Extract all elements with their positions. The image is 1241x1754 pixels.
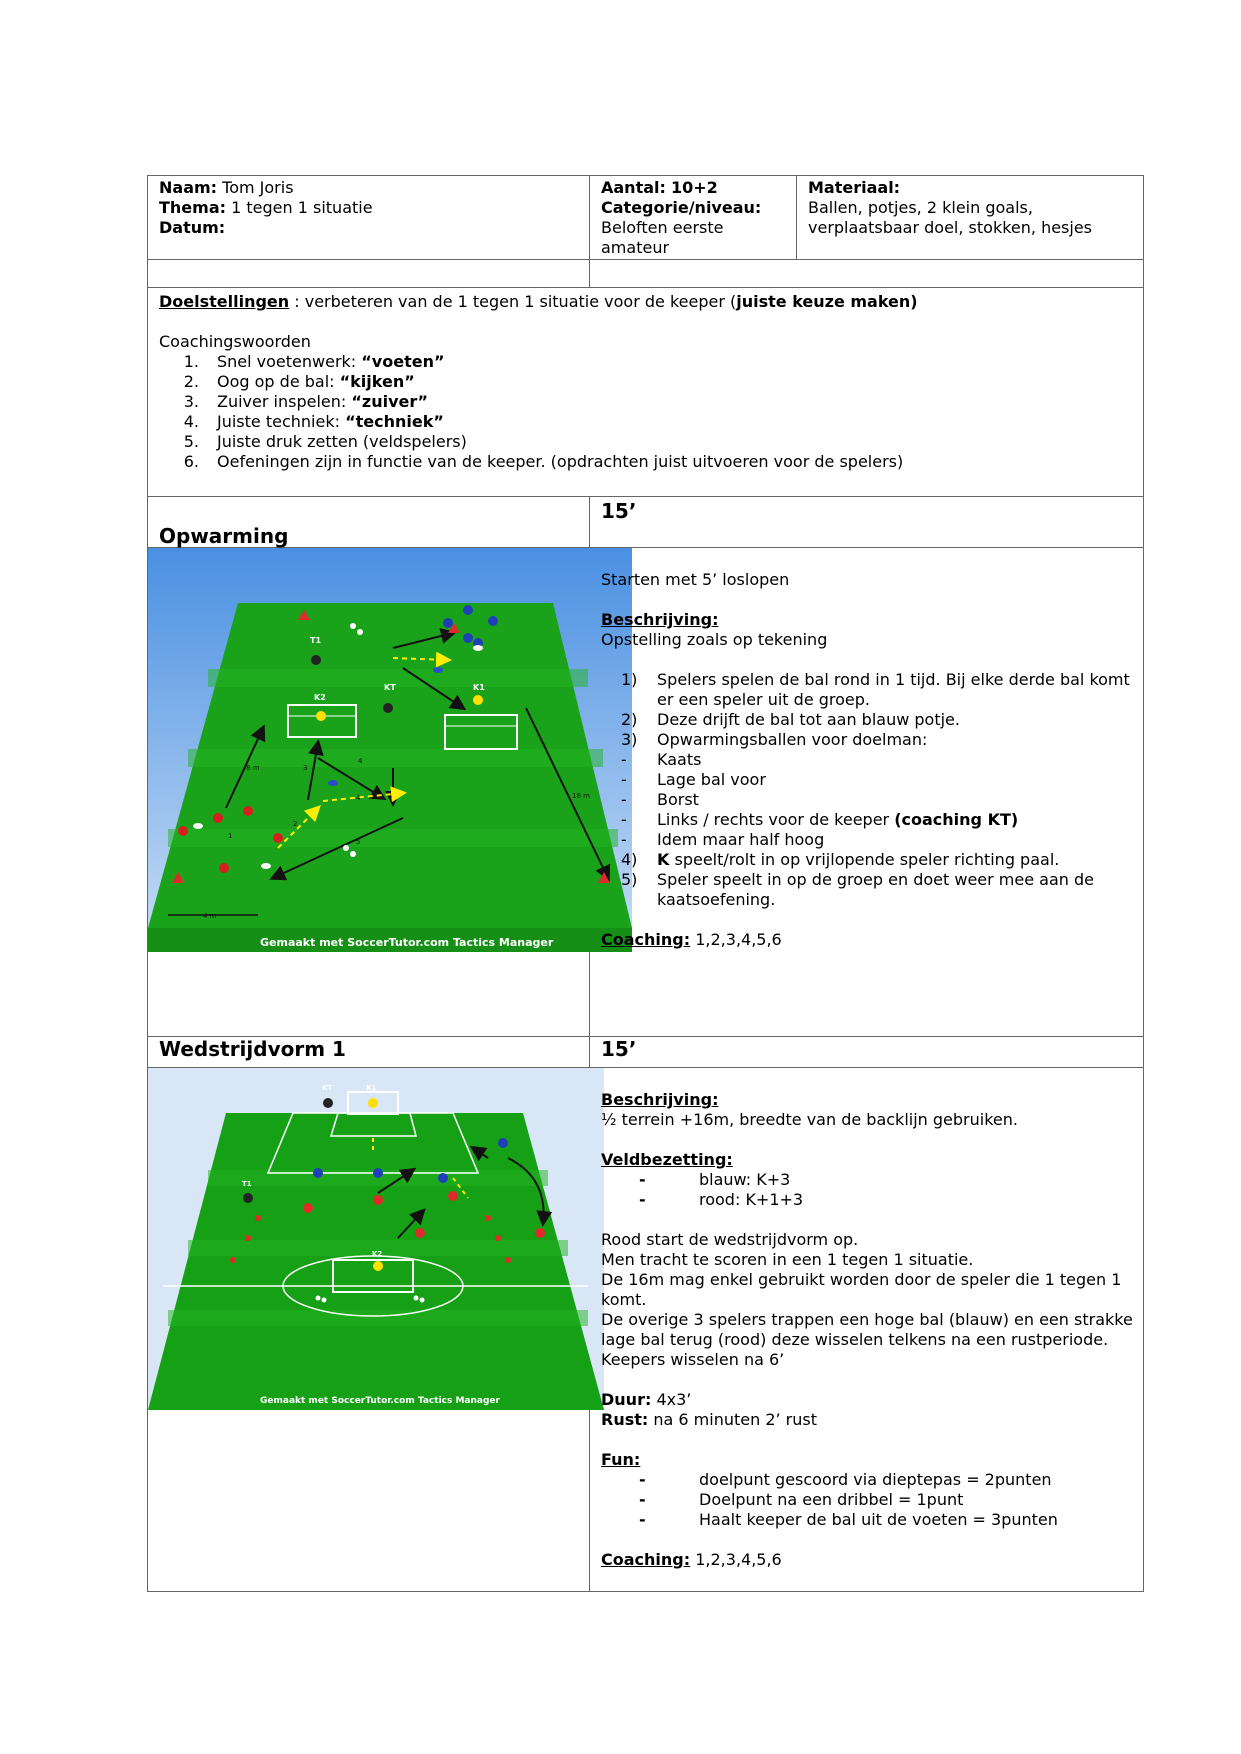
warmup-step: [621, 750, 1133, 770]
session-sheet: [147, 175, 1143, 1592]
match-coaching-value: 1,2,3,4,5,6: [690, 1550, 782, 1569]
match-paragraph: [601, 1230, 1133, 1370]
warmup-diagram-cell: [148, 548, 590, 1037]
step-text: [657, 730, 1133, 750]
step-text-plain: Kaats: [657, 750, 702, 769]
warmup-step: [621, 670, 1133, 710]
empty-cell-right: [590, 260, 1144, 288]
warmup-title: Opwarming: [159, 524, 289, 548]
goals-text-bold: juiste keuze maken): [736, 292, 918, 311]
item-number: 1.: [183, 352, 199, 371]
step-text-plain: Opwarmingsballen voor doelman:: [657, 730, 928, 749]
label-k2: K2: [314, 693, 326, 702]
match-duration-value: 4x3’: [651, 1390, 692, 1409]
match-title: Wedstrijdvorm 1: [159, 1037, 346, 1061]
match-desc-text: ½ terrein +16m, breedte van de backlijn gebruiken.: [601, 1110, 1018, 1129]
item-text-bold: “zuiver”: [351, 392, 429, 411]
step-text: [657, 830, 1133, 850]
step-text: [657, 850, 1133, 870]
warmup-step: [621, 850, 1133, 870]
step-number: 3): [621, 730, 638, 749]
label-16m: 16 m: [572, 792, 590, 800]
item-text-bold: “techniek”: [345, 412, 444, 431]
label-4m: 4 m: [203, 912, 217, 920]
warmup-step: [621, 770, 1133, 790]
count-label: Aantal:: [601, 178, 666, 197]
coaching-word-item: [159, 432, 1133, 452]
label-n1: 1: [228, 832, 233, 840]
match-rest-label: Rust:: [601, 1410, 649, 1429]
item-text: [213, 412, 1133, 432]
name-value: Tom Joris: [222, 178, 294, 197]
step-number: -: [621, 830, 627, 849]
item-number: 5.: [183, 432, 199, 451]
header-left-cell: [148, 176, 590, 260]
fun-item: [601, 1490, 1133, 1510]
goals-cell: [148, 288, 1144, 497]
item-text-plain: Juiste druk zetten (veldspelers): [217, 432, 467, 451]
item-number: 2.: [183, 372, 199, 391]
name-label: Naam:: [159, 178, 218, 197]
header-right-cell: [797, 176, 1144, 260]
match-text-cell: [590, 1068, 1144, 1592]
step-text-plain: Speler speelt in op de groep en doet weer mee aan de kaatsoefening.: [657, 870, 1094, 909]
match-desc-label: Beschrijving:: [601, 1090, 719, 1109]
field-item-text: rood: K+1+3: [699, 1190, 804, 1209]
step-text-plain: Borst: [657, 790, 699, 809]
goals-text: : verbeteren van de 1 tegen 1 situatie voor de keeper (: [289, 292, 737, 311]
fun-item-dash: -: [639, 1490, 646, 1509]
match-paragraph-line: Men tracht te scoren in een 1 tegen 1 situatie.: [601, 1250, 974, 1269]
step-text: [657, 670, 1133, 710]
label-k2: K2: [372, 1250, 383, 1258]
warmup-duration: 15’: [601, 499, 637, 523]
step-text-plain: Lage bal voor: [657, 770, 766, 789]
empty-cell-left: [148, 260, 590, 288]
step-number: 1): [621, 670, 638, 689]
label-n4a: 4: [358, 757, 363, 765]
watermark: Gemaakt met SoccerTutor.com Tactics Manager: [260, 1396, 500, 1406]
match-field-label: Veldbezetting:: [601, 1150, 733, 1169]
theme-label: Thema:: [159, 198, 227, 217]
warmup-step: [621, 870, 1133, 910]
warmup-intro: Starten met 5’ loslopen: [601, 570, 790, 589]
fun-item-dash: -: [639, 1470, 646, 1489]
item-number: 3.: [183, 392, 199, 411]
fun-item-text: Doelpunt na een dribbel = 1punt: [699, 1490, 964, 1509]
step-text-plain: Idem maar half hoog: [657, 830, 825, 849]
match-rest-value: na 6 minuten 2’ rust: [648, 1410, 817, 1429]
warmup-text-cell: [590, 548, 1144, 1037]
coaching-word-item: [159, 392, 1133, 412]
item-number: 4.: [183, 412, 199, 431]
coaching-words-list: [159, 352, 1133, 472]
warmup-step: [621, 810, 1133, 830]
fun-items: [601, 1470, 1133, 1530]
warmup-desc-label: Beschrijving:: [601, 610, 719, 629]
fun-item-text: doelpunt gescoord via dieptepas = 2punten: [699, 1470, 1052, 1489]
item-text-plain: Oog op de bal:: [217, 372, 340, 391]
category-label: Categorie/niveau:: [601, 198, 762, 217]
match-diagram: [148, 1068, 604, 1410]
label-n5: 5: [356, 838, 361, 846]
match-fun-label: Fun:: [601, 1450, 641, 1469]
warmup-step: [621, 710, 1133, 730]
goals-line: [159, 292, 1133, 312]
step-text: [657, 810, 1133, 830]
item-text-bold: “kijken”: [339, 372, 415, 391]
coaching-word-item: [159, 352, 1133, 372]
warmup-coaching-label: Coaching:: [601, 930, 691, 949]
coaching-word-item: [159, 372, 1133, 392]
warmup-diagram: [148, 548, 632, 952]
watermark: Gemaakt met SoccerTutor.com Tactics Manager: [260, 936, 554, 949]
fun-item: [601, 1470, 1133, 1490]
step-text: [657, 710, 1133, 730]
match-duration: 15’: [601, 1037, 637, 1061]
step-text: [657, 770, 1133, 790]
label-n4b: 4: [356, 794, 361, 802]
match-title-cell: [148, 1037, 590, 1068]
item-text: [213, 452, 1133, 472]
label-k1: K1: [366, 1084, 377, 1092]
coaching-word-item: [159, 412, 1133, 432]
step-text: [657, 790, 1133, 810]
label-kt: KT: [322, 1084, 333, 1092]
match-paragraph-line: Keepers wisselen na 6’: [601, 1350, 785, 1369]
coaching-words-title: Coachingswoorden: [159, 332, 311, 351]
warmup-title-cell: [148, 497, 590, 548]
count-value: 10+2: [671, 178, 718, 197]
step-number: -: [621, 770, 627, 789]
field-items: [601, 1170, 1133, 1210]
coaching-word-item: [159, 452, 1133, 472]
match-paragraph-line: Rood start de wedstrijdvorm op.: [601, 1230, 859, 1249]
step-text-bold: K: [657, 850, 670, 869]
match-diagram-cell: [148, 1068, 590, 1592]
warmup-step: [621, 790, 1133, 810]
warmup-coaching-value: 1,2,3,4,5,6: [690, 930, 782, 949]
item-text-plain: Zuiver inspelen:: [217, 392, 352, 411]
field-item-dash: -: [639, 1190, 646, 1209]
step-number: 5): [621, 870, 638, 889]
step-text: [657, 750, 1133, 770]
step-text-plain: Spelers spelen de bal rond in 1 tijd. Bij elke derde bal komt er een speler uit de groep.: [657, 670, 1130, 709]
theme-value: 1 tegen 1 situatie: [231, 198, 373, 217]
step-text-plain: Links / rechts voor de keeper: [657, 810, 895, 829]
item-text: [213, 392, 1133, 412]
item-number: 6.: [183, 452, 199, 471]
item-text-plain: Juiste techniek:: [217, 412, 346, 431]
step-number: -: [621, 790, 627, 809]
warmup-steps: [601, 670, 1133, 910]
label-8m: 8 m: [246, 764, 260, 772]
item-text: [213, 372, 1133, 392]
label-n3: 3: [303, 764, 308, 772]
warmup-duration-cell: [590, 497, 1144, 548]
warmup-step: [621, 830, 1133, 850]
match-duration-cell: [590, 1037, 1144, 1068]
step-number: -: [621, 810, 627, 829]
match-paragraph-line: De overige 3 spelers trappen een hoge bal (blauw) en een strakke lage bal terug (rood) deze wisselen telkens na een rustperiode.: [601, 1310, 1133, 1349]
material-value: Ballen, potjes, 2 klein goals, verplaatsbaar doel, stokken, hesjes: [808, 198, 1093, 237]
item-text: [213, 352, 1133, 372]
label-k1: K1: [473, 683, 485, 692]
item-text-plain: Snel voetenwerk:: [217, 352, 362, 371]
field-item: [601, 1190, 1133, 1210]
item-text-bold: “voeten”: [361, 352, 445, 371]
warmup-step: [621, 730, 1133, 750]
step-text-plain: speelt/rolt in op vrijlopende speler richting paal.: [669, 850, 1060, 869]
item-text: [213, 432, 1133, 452]
category-value: Beloften eerste amateur: [601, 218, 724, 257]
field-item: [601, 1170, 1133, 1190]
label-t1: T1: [310, 636, 322, 645]
session-table: [147, 175, 1144, 1592]
label-kt: KT: [384, 683, 396, 692]
field-item-dash: -: [639, 1170, 646, 1189]
match-duration-label: Duur:: [601, 1390, 652, 1409]
fun-item-text: Haalt keeper de bal uit de voeten = 3punten: [699, 1510, 1058, 1529]
fun-item: [601, 1510, 1133, 1530]
step-number: 4): [621, 850, 638, 869]
step-text-bold: (coaching KT): [894, 810, 1019, 829]
item-text-plain: Oefeningen zijn in functie van de keeper. (opdrachten juist uitvoeren voor de spelers): [217, 452, 904, 471]
step-number: -: [621, 750, 627, 769]
header-middle-cell: [590, 176, 797, 260]
label-n2: 2: [293, 820, 298, 828]
date-label: Datum:: [159, 218, 226, 237]
label-t1: T1: [242, 1180, 252, 1188]
goals-label: Doelstellingen: [159, 292, 290, 311]
field-item-text: blauw: K+3: [699, 1170, 791, 1189]
step-number: 2): [621, 710, 638, 729]
step-text-plain: Deze drijft de bal tot aan blauw potje.: [657, 710, 960, 729]
warmup-desc-text: Opstelling zoals op tekening: [601, 630, 828, 649]
step-text: [657, 870, 1133, 910]
match-coaching-label: Coaching:: [601, 1550, 691, 1569]
fun-item-dash: -: [639, 1510, 646, 1529]
material-label: Materiaal:: [808, 178, 901, 197]
match-paragraph-line: De 16m mag enkel gebruikt worden door de speler die 1 tegen 1 komt.: [601, 1270, 1122, 1309]
